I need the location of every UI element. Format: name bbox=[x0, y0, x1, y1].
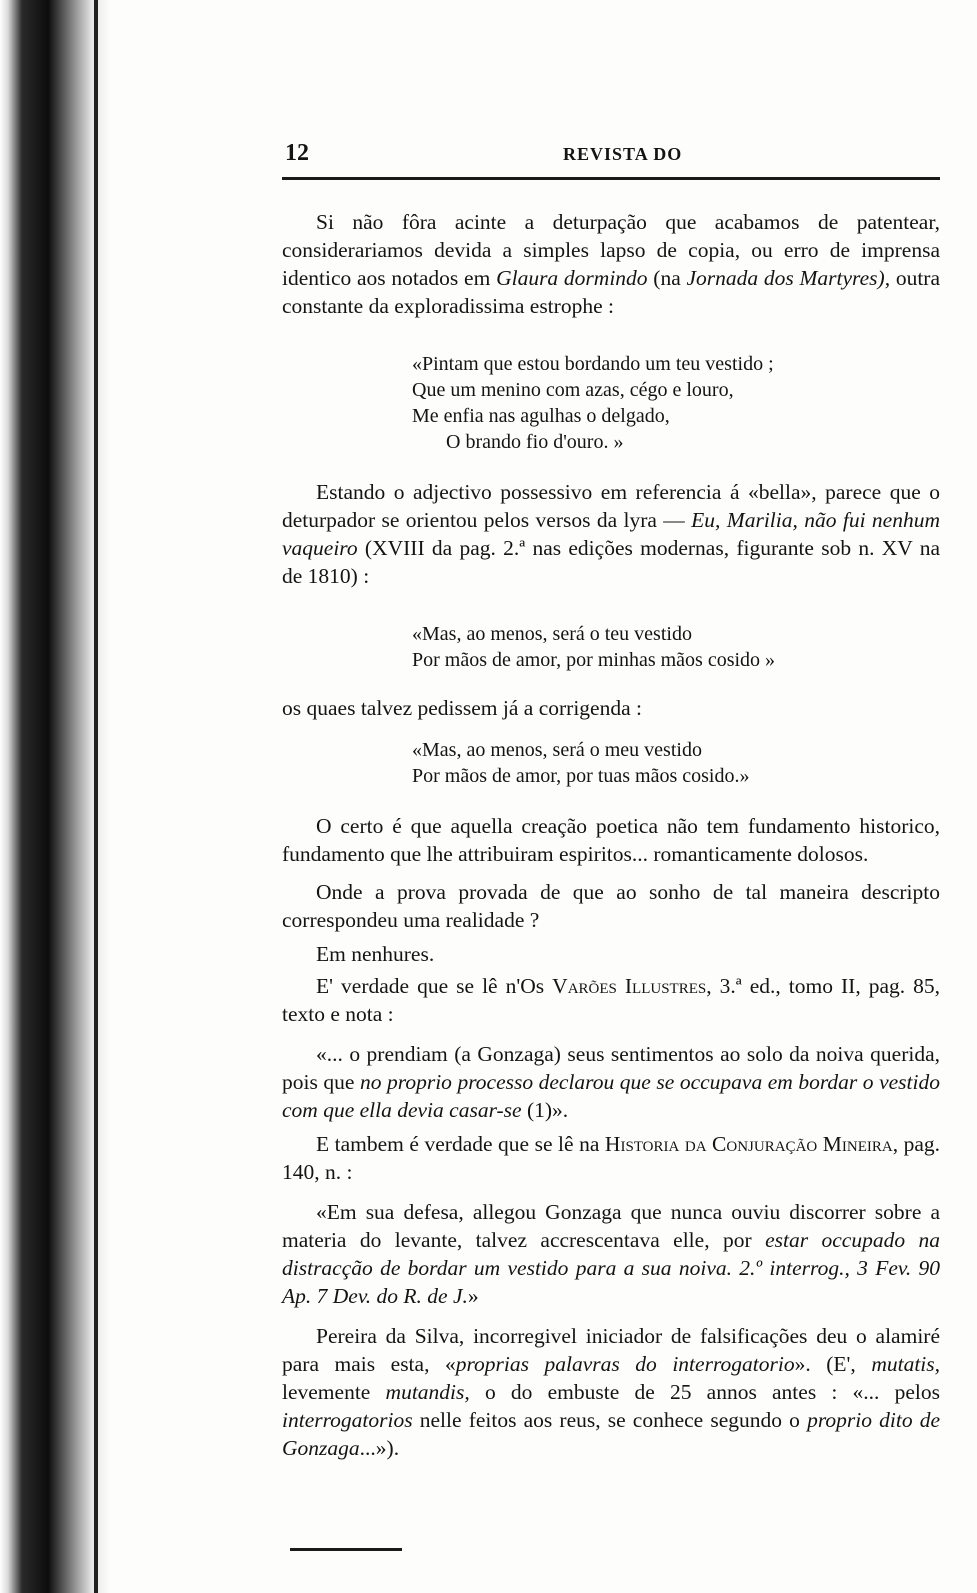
paragraph-7: E' verdade que se lê n'Os Varões Illustres, 3.ª ed., tomo II, pag. 85, texto e nota : bbox=[282, 974, 941, 1026]
paragraph-2: Estando o adjectivo possessivo em referencia á «bella», parece que o deturpador se orientou pelos versos da lyra — Eu, Marilia, não fui nenhum vaqueiro (XVIII da pag. 2.ª nas edições modernas, figurante sob n. XV na de 1810) : bbox=[282, 480, 940, 588]
verse-line: Por mãos de amor, por tuas mãos cosido.» bbox=[412, 765, 750, 787]
paragraph-9: E tambem é verdade que se lê na Historia da Conjuração Mineira, pag. 140, n. : bbox=[282, 1132, 941, 1184]
paragraph-8: «... o prendiam (a Gonzaga) seus sentimentos ao solo da noiva querida, pois que no proprio processo declarou que se occupava em bordar o vestido com que ella devia casar-se (1)». bbox=[282, 1042, 940, 1122]
header-rule bbox=[282, 177, 940, 180]
paragraph-5: Onde a prova provada de que ao sonho de tal maneira descripto correspondeu uma realidade ? bbox=[282, 880, 940, 932]
running-head: REVISTA DO bbox=[563, 144, 683, 164]
verse-line: O brando fio d'ouro. » bbox=[446, 431, 624, 453]
verse-line: «Mas, ao menos, será o teu vestido bbox=[412, 623, 692, 645]
paragraph-11: Pereira da Silva, incorregivel iniciador de falsificações deu o alamiré para mais esta, «proprias palavras do interrogatorio». (E', mutatis, levemente mutandis, o do embuste de 25 annos antes : «... pelos interrogatorios nelle feitos aos reus, se conhece segundo o proprio dito de Gonzaga...»). bbox=[282, 1324, 941, 1460]
paragraph-4: O certo é que aquella creação poetica não tem fundamento historico, fundamento que lhe attribuiram espiritos... romanticamente dolosos. bbox=[282, 814, 940, 866]
gutter-edge-line bbox=[94, 0, 98, 1593]
verse-line: «Pintam que estou bordando um teu vestido ; bbox=[412, 353, 774, 375]
verse-line: Me enfia nas agulhas o delgado, bbox=[412, 405, 670, 427]
paragraph-6: Em nenhures. bbox=[316, 942, 435, 966]
verse-line: «Mas, ao menos, será o meu vestido bbox=[412, 739, 702, 761]
verse-line: Por mãos de amor, por minhas mãos cosido » bbox=[412, 649, 776, 671]
footnote-rule bbox=[290, 1548, 402, 1551]
verse-line: Que um menino com azas, cégo e louro, bbox=[412, 379, 734, 401]
paragraph-1: Si não fôra acinte a deturpação que acabamos de patentear, considerariamos devida a simples lapso de copia, ou erro de imprensa identico aos notados em Glaura dormindo (na Jornada dos Martyres), outra constante da exploradissima estrophe : bbox=[282, 210, 941, 318]
page-number: 12 bbox=[285, 140, 309, 166]
paragraph-3: os quaes talvez pedissem já a corrigenda : bbox=[282, 696, 642, 720]
paragraph-10: «Em sua defesa, allegou Gonzaga que nunca ouviu discorrer sobre a materia do levante, talvez accrescentava elle, por estar occupado na distracção de bordar um vestido para a sua noiva. 2.º interrog., 3 Fev. 90 Ap. 7 Dev. do R. de J.» bbox=[282, 1200, 940, 1308]
